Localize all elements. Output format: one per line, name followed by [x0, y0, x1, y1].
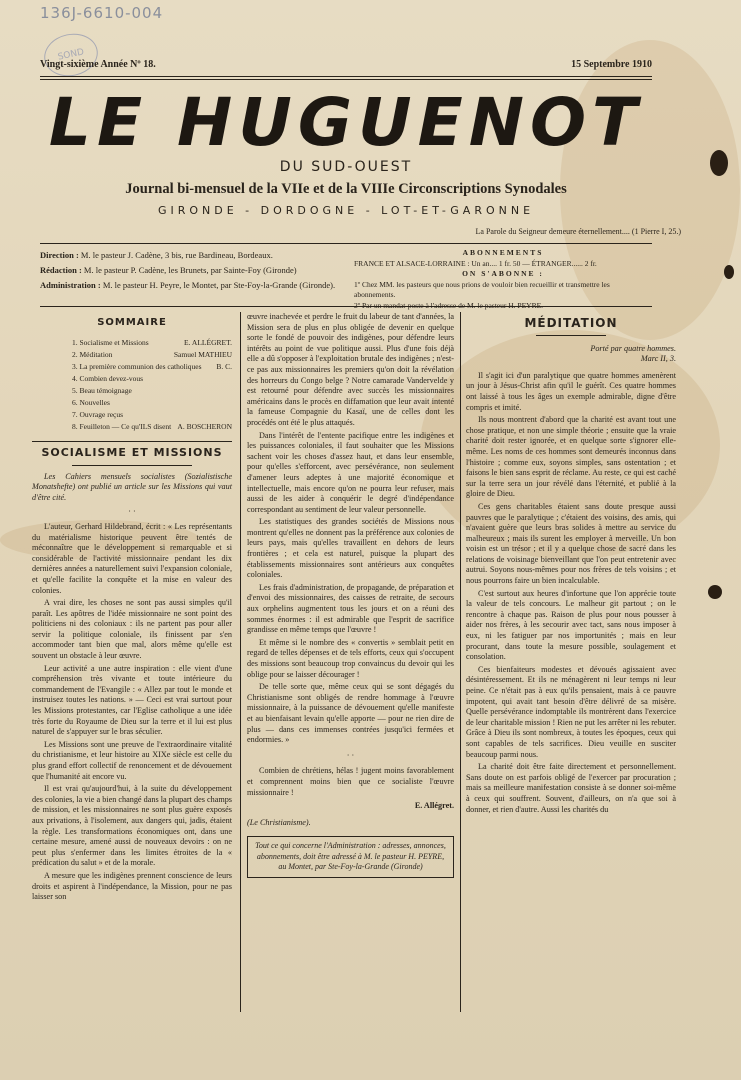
subscriptions-option-2: 2º Par un mandat-poste à l'adresse de M. le pasteur H. PEYRE. — [354, 300, 544, 310]
sommaire-item: 3. La première communion des catholiques B. C. — [72, 361, 232, 371]
direction-line: Direction : M. le pasteur J. Cadène, 3 bis, rue Bardineau, Bordeaux. — [40, 250, 273, 260]
meditation-paragraph: Il s'agit ici d'un paralytique que quatre hommes amenèrent un jour à Jésus-Christ afin qu'il le guérît. Ces quatre hommes ont laissé à tous les âges un exemple admirable, digne d'être compris et imité. — [466, 370, 676, 412]
article-title: SOCIALISME ET MISSIONS — [41, 445, 223, 459]
meditation-paragraph: Ces bienfaiteurs modestes et dévoués agissaient avec désintéressement. Et ils ne ménagèrent ni leur temps ni leur peine. Ce n'était pas à eux qu'ils pensaient, mais à ce pauvre impotent, qui avait tant besoin d'être délivré de sa misère. Quelle persévérance indomptable ils montrèrent dans l'exercice de leur charitable mission ! Rien ne put les arrêter ni les rebuter. Grâce à Dieu ils sont nombreux, à toutes les époques, ceux qui sont capables de tels sacrifices. Dieu veuille en susciter beaucoup parmi nous. — [466, 664, 676, 759]
rule — [40, 76, 652, 77]
sommaire-title: SOMMAIRE — [97, 317, 167, 328]
article-paragraph: Les frais d'administration, de propagande, de préparation et d'envoi des missionnaires, des caisses de retraite, de secours aux orphelins augmentent tous les jours et on a réuni des sommes énormes : il est admirable que l'esprit de sacrifice grandisse en même temps que l'œuvre ! — [247, 582, 454, 635]
article-intro: Les Cahiers mensuels socialistes (Sozialistische Monatshefte) ont publié un article sur les Missions qui vaut d'être cité. — [32, 471, 232, 502]
article-paragraph: Les Missions sont une preuve de l'extraordinaire vitalité du christianisme, et leur histoire au XIXe siècle est celle du plus grand effort collectif de renoncement et de dévouement que l'humanité ait encore vu. — [32, 739, 232, 781]
article-paragraph: De telle sorte que, même ceux qui se sont dégagés du Christianisme sont obligés de rendre hommage à l'œuvre missionnaire, à la puissance de dévouement qu'elle manifeste et au bienfaisant levain qu'elle apporte — pour ne rien dire de plus — dans ces immenses contrées jusqu'ici fermées et endormies. » — [247, 682, 454, 745]
article-paragraph: Combien de chrétiens, hélas ! jugent moins favorablement et comprennent moins bien que ce socialiste l'œuvre missionnaire ! — [247, 766, 454, 797]
rule — [536, 335, 606, 336]
article-source: (Le Christianisme). — [247, 817, 311, 827]
article-paragraph: A mesure que les indigènes prennent conscience de leurs droits et aspirent à l'indépendance, la Mission, pour ne pas laisser son — [32, 870, 232, 902]
rule — [72, 465, 192, 466]
article-paragraph: Leur activité a une autre inspiration : elle vient d'une compréhension très vivante et toute intérieure du commandement de l'Evangile : « Allez par tout le monde et instruisez toutes les nations. » — Ceci est vrai surtout pour les Missions protestantes, car l'Eglise catholique a une idée très forte du Royaume de Dieu sur la terre et il lui est plus naturel de s'appuyer sur le bras séculier. — [32, 663, 232, 737]
article-paragraph: A vrai dire, les choses ne sont pas aussi simples qu'il paraît. Les apôtres de l'idée missionnaire ne sont point des politiciens ni des coloniaux : ils ne partent pas pour aller servir la politique coloniale, ils finissent par s'en accommoder tant bien que mal, alors même qu'elle est souvent un obstacle à leur œuvre. — [32, 598, 232, 661]
archive-reference: 136J-6610-004 — [40, 4, 164, 22]
rule — [40, 79, 652, 80]
journal-description: Journal bi-mensuel de la VIIe et de la VIIIe Circonscriptions Synodales — [125, 181, 567, 197]
article-paragraph: L'auteur, Gerhard Hildebrand, écrit : « Les représentants du matérialisme historique peuvent être tentés de méconnaître que le développement si remarquable et si considérable de l'activité missionnaire pendant les dix dernières années a naturellement suivi l'expansion coloniale, et qu'elle facilite la conquête et la mise en valeur des colonies. — [32, 521, 232, 595]
article-paragraph: Et même si le nombre des « convertis » semblait petit en regard de telles dépenses et de tels efforts, ceux qui s'occupent des missions sont beaucoup trop convaincus du devoir qui les oblige pour se laisser décourager ! — [247, 637, 454, 679]
article-paragraph: œuvre inachevée et perdre le fruit du labeur de tant d'années, la Mission sera de plus en plus obligée de devenir en quelque sorte le fondé de pouvoir des indigènes, pour défendre leurs intérêts au point de vue politique aussi. Plus d'une fois déjà elle a dû s'opposer à l'exploitation brutale des indigènes ; n'est-ce pas aux missionnaires les premiers qu'on doit la révélation des horreurs du Congo belge ? Notre camarade Vandervelde y est retourné pour défendre avec succès les missionnaires américains dans le procès en diffamation que leur avait intenté la fameuse Compagnie du Kasaï, une de celles dont les procédés ont été le plus attaqués. — [247, 312, 454, 427]
rule — [40, 306, 652, 307]
administration-note: Tout ce qui concerne l'Administration : adresses, annonces, abonnements, doit être adressé à M. le pasteur H. PEYRE, au Montet, par Ste-Foy-la-Grande (Gironde) — [247, 836, 454, 878]
subscriptions-option-1: 1º Chez MM. les pasteurs que nous prions de vouloir bien recueillir et transmettre les abonnements. — [354, 279, 610, 299]
column-3 — [466, 312, 676, 817]
separator: · · — [128, 507, 136, 517]
ink-blot — [724, 265, 734, 279]
rule — [32, 441, 232, 442]
column-rule — [460, 312, 461, 1012]
regions-line: GIRONDE - DORDOGNE - LOT-ET-GARONNE — [157, 204, 535, 217]
sommaire-item: 4. Combien devez-vous — [72, 373, 144, 383]
year-issue: Vingt-sixième Année Nº 18. — [40, 59, 156, 70]
meditation-paragraph: La charité doit être faite directement et personnellement. Sans doute on est parfois obligé de l'exercer par procuration ; mais sa meilleure manifestation consiste à se donner soi-même à ceux qui souffrent. Souvent, d'ailleurs, on n'a que soi à donner, et rien d'autre. Aussi les charités du — [466, 762, 676, 814]
masthead-subtitle: DU SUD-OUEST — [279, 159, 413, 175]
redaction-line: Rédaction : M. le pasteur P. Cadène, les Brunets, par Sainte-Foy (Gironde) — [40, 265, 297, 275]
sommaire-item: 6. Nouvelles — [72, 397, 110, 407]
rule — [40, 243, 652, 244]
subscriptions-how: ON S'ABONNE : — [462, 269, 544, 278]
motto: La Parole du Seigneur demeure éternellement.... (1 Pierre I, 25.) — [475, 227, 681, 236]
sommaire-item: 5. Beau témoignage — [72, 385, 132, 395]
subscriptions-prices: FRANCE ET ALSACE-LORRAINE : Un an.... 1 fr. 50 — ÉTRANGER...... 2 fr. — [354, 258, 597, 268]
sommaire-list — [32, 337, 232, 433]
subscriptions-block — [354, 248, 652, 311]
article-paragraph: Il est vrai qu'aujourd'hui, à la suite du développement des colonies, la vie a bien changé dans la plupart des champs de mission, et les missionnaires ne sont plus guère exposés aux privations, à l'isolement, aux dangers qui, jadis, étaient la règle. Les transformations économiques ont, dans une certaine mesure, amené aussi de nouveaux devoirs : on ne peut plus s'enfermer dans les limites étroites de la « prédication du salut » et de la morale. — [32, 784, 232, 868]
sommaire-item: 8. Feuilleton — Ce qu'ILS disent A. BOSCHERON — [72, 421, 232, 431]
meditation-paragraph: C'est surtout aux heures d'infortune que l'on apprécie toute la valeur de tels concours. Le malheur git partout ; on le rencontre à chaque pas. Raison de plus pour nous pousser à aider nos frères, à les secourir avec tact, sans nous imposer à eux, ni les fatiguer par nos importunités ; mais en leur procurant, dans toute la mesure possible, soulagement et consolation. — [466, 588, 676, 662]
article-paragraph: Les statistiques des grandes sociétés de Missions nous montrent qu'elles ne donnent pas la préférence aux colonies de leurs pays, mais qu'elles travaillent en dehors de leurs frontières ; et cela est naturel, puisque la plupart des établissements missionnaires sont antérieurs aux conquêtes coloniales. — [247, 517, 454, 580]
archive-stamp: SOND — [40, 29, 102, 81]
separator: · · — [346, 750, 355, 760]
admin-block — [40, 248, 354, 293]
column-2 — [247, 312, 454, 878]
column-rule — [240, 312, 241, 1012]
meditation-epigraph: Porté par quatre hommes. — [590, 343, 676, 353]
article-signature: E. Allégret. — [414, 801, 454, 811]
meditation-title: MÉDITATION — [524, 316, 618, 330]
article-paragraph: Dans l'intérêt de l'entente pacifique entre les indigènes et les puissances coloniales, il faut souhaiter que les Missions sachent voir les choses d'assez haut, et dans leur ensemble, pour qu'elles s'efforcent, avec persévérance, non seulement d'amener leurs adeptes à une majorité économique et intellectuelle, mais encore qu'on ne pourra leur refuser, mais aussi de les aider à conquérir le degré d'indépendance correspondant au sentiment de leur valeur personnelle. — [247, 430, 454, 514]
sommaire-item: 2. Méditation Samuel MATHIEU — [72, 349, 232, 359]
ink-blot — [710, 150, 728, 176]
meditation-paragraph: Ils nous montrent d'abord que la charité est avant tout une chose pratique, et non une simple théorie ; ensuite que la vraie charité doit rester ignorée, et en quelque sorte s'ignorer elle-même. Les noms de ces hommes sont demeurés inconnus dans l'histoire ; comme eux, soyons simples, sans ostentation ; et faisons le bien sans esprit de réclame. Au reste, ce qui est caché sur la terre sera un jour révélé dans l'éternité, et publié à la gloire de Dieu. — [466, 415, 676, 499]
administration-line: Administration : M. le pasteur H. Peyre, le Montet, par Ste-Foy-la-Grande (Gironde). — [40, 280, 336, 290]
masthead-title: LE HUGUENOT — [48, 84, 644, 161]
subscriptions-title: ABONNEMENTS — [462, 248, 544, 257]
meditation-reference: Marc II, 3. — [640, 354, 676, 364]
ink-blot — [708, 585, 722, 599]
issue-date: 15 Septembre 1910 — [571, 59, 652, 70]
column-1 — [32, 312, 232, 905]
meditation-paragraph: Ces gens charitables étaient sans doute presque aussi pauvres que le paralytique ; c'étaient des voisins, des amis, qui n'avaient guère que leurs bras solides à mettre au service du malheureux ; mais ils surent les employer à merveille. Un bon voisin est un trésor ; et il y a quelque chose de sacré dans les relations de voisinage bienveillant que l'on peut entretenir avec autrui. Soyons nous-mêmes pour nos frères de tels voisins ; et nous pourrons faire un bien incalculable. — [466, 501, 676, 586]
issue-line — [40, 59, 652, 70]
sommaire-item: 7. Ouvrage reçus — [72, 409, 124, 419]
sommaire-item: 1. Socialisme et Missions E. ALLÉGRET. — [72, 337, 232, 347]
